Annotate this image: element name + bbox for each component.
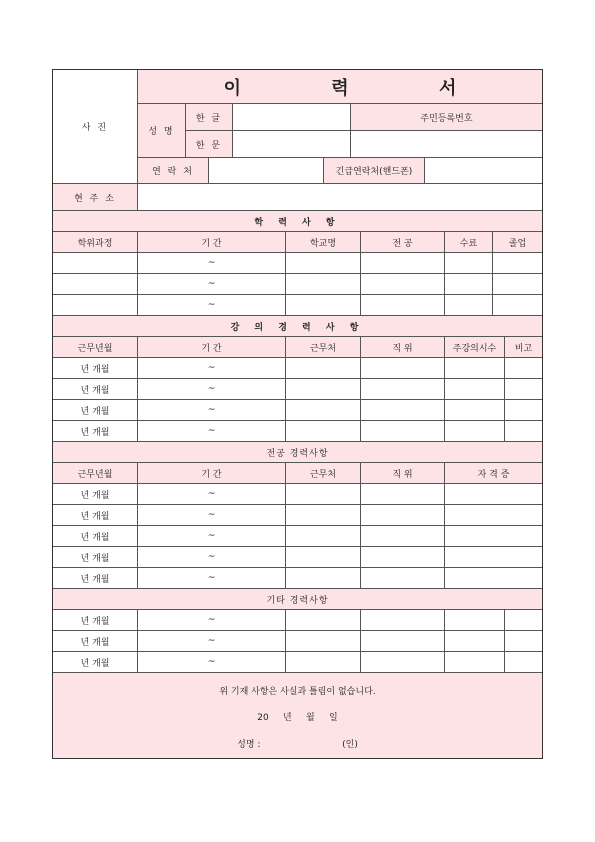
lecture-hours-field[interactable] xyxy=(445,400,505,421)
education-header-school: 학교명 xyxy=(286,232,361,253)
lecture-header-weekly-hours: 주강의시수 xyxy=(445,337,505,358)
education-completion-field[interactable] xyxy=(445,274,493,295)
major-position-field[interactable] xyxy=(361,526,445,547)
education-graduation-field[interactable] xyxy=(493,274,542,295)
name-hanja-field[interactable] xyxy=(233,131,351,158)
page-title: 이 력 서 xyxy=(138,70,542,104)
education-period-field[interactable]: ~ xyxy=(138,274,286,295)
name-korean-label: 한 글 xyxy=(186,104,233,131)
declaration-block xyxy=(52,673,543,759)
address-field[interactable] xyxy=(138,184,542,211)
lecture-hours-field[interactable] xyxy=(445,421,505,442)
address-row xyxy=(52,184,543,211)
major-period-field[interactable]: ~ xyxy=(138,547,286,568)
other-position-field[interactable] xyxy=(361,610,445,631)
lecture-header-months: 근무년월 xyxy=(53,337,138,358)
major-period-field[interactable]: ~ xyxy=(138,568,286,589)
other-months-field[interactable]: 년 개월 xyxy=(53,652,138,673)
major-header-months: 근무년월 xyxy=(53,463,138,484)
major-header-position: 직 위 xyxy=(361,463,445,484)
major-workplace-field[interactable] xyxy=(286,547,361,568)
other-detail-field[interactable] xyxy=(445,610,505,631)
education-school-field[interactable] xyxy=(286,274,361,295)
lecture-header-workplace: 근무처 xyxy=(286,337,361,358)
major-certificate-field[interactable] xyxy=(445,484,542,505)
major-months-field[interactable]: 년 개월 xyxy=(53,547,138,568)
other-section-title: 기타 경력사항 xyxy=(53,589,542,610)
major-workplace-field[interactable] xyxy=(286,484,361,505)
education-row xyxy=(52,295,543,316)
lecture-period-field[interactable]: ~ xyxy=(138,358,286,379)
lecture-position-field[interactable] xyxy=(361,379,445,400)
education-header-completion: 수료 xyxy=(445,232,493,253)
lecture-row xyxy=(52,400,543,421)
other-remarks-field[interactable] xyxy=(505,652,542,673)
seal-mark: (인) xyxy=(342,740,358,750)
other-months-field[interactable]: 년 개월 xyxy=(53,631,138,652)
education-major-field[interactable] xyxy=(361,295,445,316)
resident-id-field[interactable] xyxy=(351,131,542,158)
major-position-field[interactable] xyxy=(361,505,445,526)
declaration-date[interactable]: 20 년 월 일 xyxy=(257,713,338,723)
major-workplace-field[interactable] xyxy=(286,568,361,589)
other-position-field[interactable] xyxy=(361,631,445,652)
lecture-months-field[interactable]: 년 개월 xyxy=(53,358,138,379)
lecture-header-remarks: 비고 xyxy=(505,337,542,358)
photo-cell[interactable]: 사 진 xyxy=(53,70,138,184)
education-period-field[interactable]: ~ xyxy=(138,295,286,316)
lecture-row xyxy=(52,421,543,442)
name-korean-field[interactable] xyxy=(233,104,351,131)
major-section-title-row xyxy=(52,442,543,463)
lecture-workplace-field[interactable] xyxy=(286,358,361,379)
lecture-header-row xyxy=(52,337,543,358)
lecture-remarks-field[interactable] xyxy=(505,379,542,400)
lecture-workplace-field[interactable] xyxy=(286,379,361,400)
lecture-months-field[interactable]: 년 개월 xyxy=(53,421,138,442)
other-section-title-row xyxy=(52,589,543,610)
major-months-field[interactable]: 년 개월 xyxy=(53,484,138,505)
other-workplace-field[interactable] xyxy=(286,652,361,673)
resume-form xyxy=(52,69,543,759)
name-hanja-label: 한 문 xyxy=(186,131,233,158)
major-header-certificate: 자 격 증 xyxy=(445,463,542,484)
address-label: 현 주 소 xyxy=(53,184,138,211)
major-period-field[interactable]: ~ xyxy=(138,505,286,526)
lecture-remarks-field[interactable] xyxy=(505,421,542,442)
major-row xyxy=(52,505,543,526)
major-period-field[interactable]: ~ xyxy=(138,526,286,547)
other-row xyxy=(52,610,543,631)
lecture-hours-field[interactable] xyxy=(445,379,505,400)
education-school-field[interactable] xyxy=(286,253,361,274)
education-header-degree: 학위과정 xyxy=(53,232,138,253)
major-months-field[interactable]: 년 개월 xyxy=(53,526,138,547)
major-position-field[interactable] xyxy=(361,547,445,568)
education-graduation-field[interactable] xyxy=(493,253,542,274)
major-row xyxy=(52,526,543,547)
other-detail-field[interactable] xyxy=(445,652,505,673)
lecture-period-field[interactable]: ~ xyxy=(138,421,286,442)
education-major-field[interactable] xyxy=(361,274,445,295)
lecture-row xyxy=(52,379,543,400)
emergency-contact-label: 긴급연락처(핸드폰) xyxy=(324,158,425,184)
other-position-field[interactable] xyxy=(361,652,445,673)
other-detail-field[interactable] xyxy=(445,631,505,652)
major-certificate-field[interactable] xyxy=(445,505,542,526)
education-period-field[interactable]: ~ xyxy=(138,253,286,274)
resident-id-label: 주민등록번호 xyxy=(351,104,542,131)
contact-label: 연 락 처 xyxy=(138,158,209,184)
lecture-workplace-field[interactable] xyxy=(286,421,361,442)
emergency-contact-field[interactable] xyxy=(425,158,542,184)
education-header-row xyxy=(52,232,543,253)
lecture-workplace-field[interactable] xyxy=(286,400,361,421)
other-period-field[interactable]: ~ xyxy=(138,631,286,652)
major-workplace-field[interactable] xyxy=(286,526,361,547)
declaration-statement: 위 기재 사항은 사실과 틀림이 없습니다. xyxy=(219,687,376,697)
education-completion-field[interactable] xyxy=(445,295,493,316)
lecture-row xyxy=(52,358,543,379)
lecture-months-field[interactable]: 년 개월 xyxy=(53,400,138,421)
education-completion-field[interactable] xyxy=(445,253,493,274)
major-certificate-field[interactable] xyxy=(445,526,542,547)
major-row xyxy=(52,568,543,589)
lecture-position-field[interactable] xyxy=(361,421,445,442)
education-row xyxy=(52,253,543,274)
lecture-section-title-row xyxy=(52,316,543,337)
education-section-title: 학 력 사 항 xyxy=(53,211,542,232)
lecture-header-period: 기 간 xyxy=(138,337,286,358)
major-header-period: 기 간 xyxy=(138,463,286,484)
lecture-remarks-field[interactable] xyxy=(505,400,542,421)
major-certificate-field[interactable] xyxy=(445,547,542,568)
other-months-field[interactable]: 년 개월 xyxy=(53,610,138,631)
education-header-period: 기 간 xyxy=(138,232,286,253)
lecture-period-field[interactable]: ~ xyxy=(138,379,286,400)
education-degree-field[interactable] xyxy=(53,274,138,295)
lecture-section-title: 강 의 경 력 사 항 xyxy=(53,316,542,337)
other-period-field[interactable]: ~ xyxy=(138,652,286,673)
major-row xyxy=(52,484,543,505)
name-label: 성 명 xyxy=(138,104,186,158)
education-row xyxy=(52,274,543,295)
major-position-field[interactable] xyxy=(361,568,445,589)
major-header-row xyxy=(52,463,543,484)
other-workplace-field[interactable] xyxy=(286,631,361,652)
lecture-remarks-field[interactable] xyxy=(505,358,542,379)
education-graduation-field[interactable] xyxy=(493,295,542,316)
other-row xyxy=(52,652,543,673)
education-section-title-row xyxy=(52,211,543,232)
lecture-position-field[interactable] xyxy=(361,358,445,379)
header-block xyxy=(52,69,543,184)
other-row xyxy=(52,631,543,652)
signature-label: 성명 : xyxy=(237,740,261,750)
major-header-workplace: 근무처 xyxy=(286,463,361,484)
education-header-graduation: 졸업 xyxy=(493,232,542,253)
other-remarks-field[interactable] xyxy=(505,631,542,652)
other-remarks-field[interactable] xyxy=(505,610,542,631)
lecture-period-field[interactable]: ~ xyxy=(138,400,286,421)
major-period-field[interactable]: ~ xyxy=(138,484,286,505)
lecture-position-field[interactable] xyxy=(361,400,445,421)
education-major-field[interactable] xyxy=(361,253,445,274)
major-months-field[interactable]: 년 개월 xyxy=(53,505,138,526)
education-header-major: 전 공 xyxy=(361,232,445,253)
signature-line xyxy=(53,737,542,750)
other-workplace-field[interactable] xyxy=(286,610,361,631)
education-school-field[interactable] xyxy=(286,295,361,316)
major-certificate-field[interactable] xyxy=(445,568,542,589)
contact-field[interactable] xyxy=(209,158,324,184)
major-workplace-field[interactable] xyxy=(286,505,361,526)
lecture-hours-field[interactable] xyxy=(445,358,505,379)
major-position-field[interactable] xyxy=(361,484,445,505)
lecture-months-field[interactable]: 년 개월 xyxy=(53,379,138,400)
major-section-title: 전공 경력사항 xyxy=(53,442,542,463)
lecture-header-position: 직 위 xyxy=(361,337,445,358)
education-degree-field[interactable] xyxy=(53,295,138,316)
major-months-field[interactable]: 년 개월 xyxy=(53,568,138,589)
other-period-field[interactable]: ~ xyxy=(138,610,286,631)
education-degree-field[interactable] xyxy=(53,253,138,274)
major-row xyxy=(52,547,543,568)
